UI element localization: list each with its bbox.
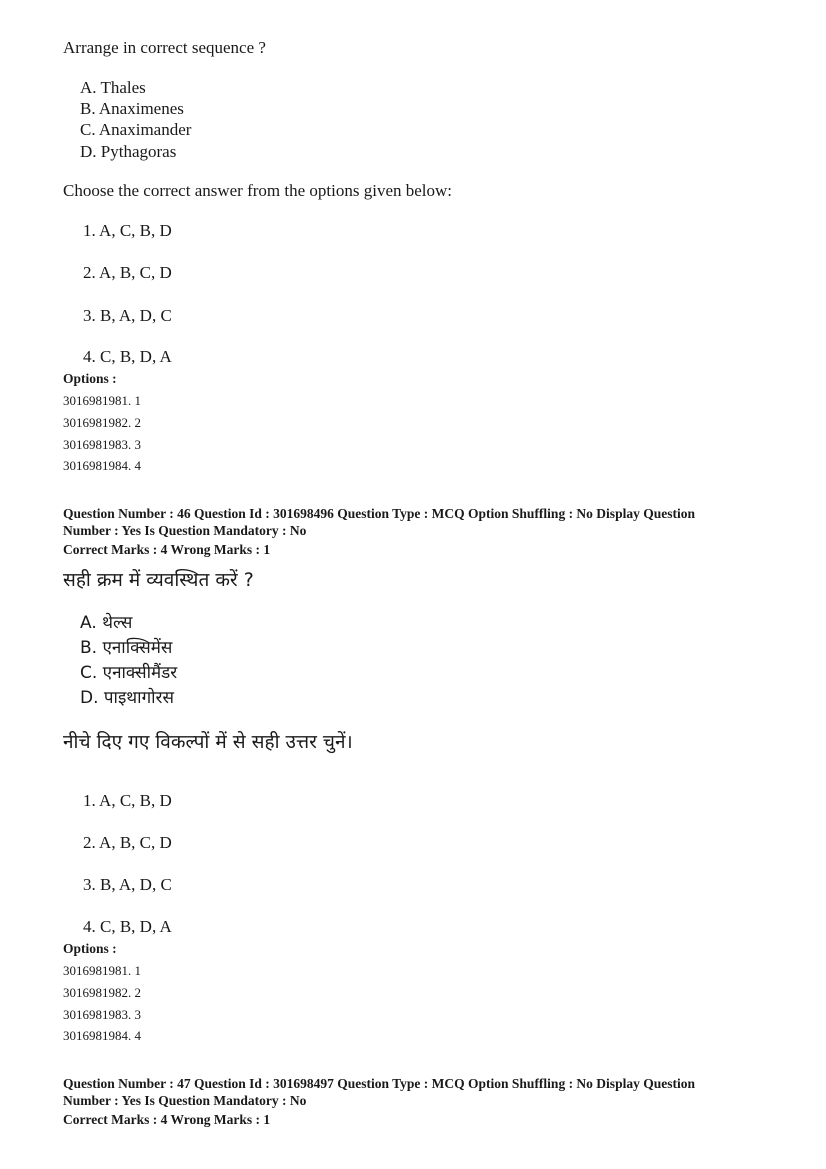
- answer-choice: 2. A, B, C, D: [83, 263, 172, 282]
- answer-choice: 2. A, B, C, D: [83, 833, 172, 852]
- option-id: 3016981982. 2: [63, 415, 141, 430]
- question-meta-line: Question Number : 46 Question Id : 301698496 Question Type : MCQ Option Shuffling : No Display Question: [63, 506, 695, 521]
- question-meta: [63, 505, 763, 539]
- question-text: सही क्रम में व्यवस्थित करें ?: [63, 569, 254, 591]
- option-id: 3016981983. 3: [63, 1007, 141, 1022]
- answer-choice: 1. A, C, B, D: [83, 791, 172, 810]
- answer-choice: 3. B, A, D, C: [83, 306, 172, 325]
- question-meta-line: Question Number : 47 Question Id : 301698497 Question Type : MCQ Option Shuffling : No Display Question: [63, 1076, 695, 1091]
- sequence-item: D. Pythagoras: [80, 142, 177, 161]
- option-id: 3016981981. 1: [63, 963, 141, 978]
- answer-choice: 1. A, C, B, D: [83, 221, 172, 240]
- answer-choice: 4. C, B, D, A: [83, 347, 172, 366]
- sequence-item: B. एनाक्सिमेंस: [80, 638, 173, 658]
- sequence-item: B. Anaximenes: [80, 99, 184, 118]
- option-id: 3016981984. 4: [63, 458, 141, 473]
- instruction-text: नीचे दिए गए विकल्पों में से सही उत्तर चुनें।: [63, 731, 353, 753]
- sequence-item: A. Thales: [80, 78, 146, 97]
- marks-text: Correct Marks : 4 Wrong Marks : 1: [63, 1112, 271, 1127]
- question-meta: [63, 1075, 763, 1109]
- sequence-item: D. पाइथागोरस: [80, 688, 174, 708]
- option-id: 3016981983. 3: [63, 437, 141, 452]
- option-id: 3016981981. 1: [63, 393, 141, 408]
- options-label: Options :: [63, 941, 117, 956]
- option-id: 3016981982. 2: [63, 985, 141, 1000]
- sequence-item: C. एनाक्सीमैंडर: [80, 663, 178, 683]
- instruction-text: Choose the correct answer from the options given below:: [63, 181, 453, 200]
- sequence-item: C. Anaximander: [80, 120, 192, 139]
- answer-choice: 4. C, B, D, A: [83, 917, 172, 936]
- option-id: 3016981984. 4: [63, 1028, 141, 1043]
- options-label: Options :: [63, 371, 117, 386]
- question-meta-line: Number : Yes Is Question Mandatory : No: [63, 523, 307, 538]
- question-meta-line: Number : Yes Is Question Mandatory : No: [63, 1093, 307, 1108]
- question-text: Arrange in correct sequence ?: [63, 38, 266, 57]
- sequence-item: A. थेल्स: [80, 613, 133, 633]
- answer-choice: 3. B, A, D, C: [83, 875, 172, 894]
- marks-text: Correct Marks : 4 Wrong Marks : 1: [63, 542, 271, 557]
